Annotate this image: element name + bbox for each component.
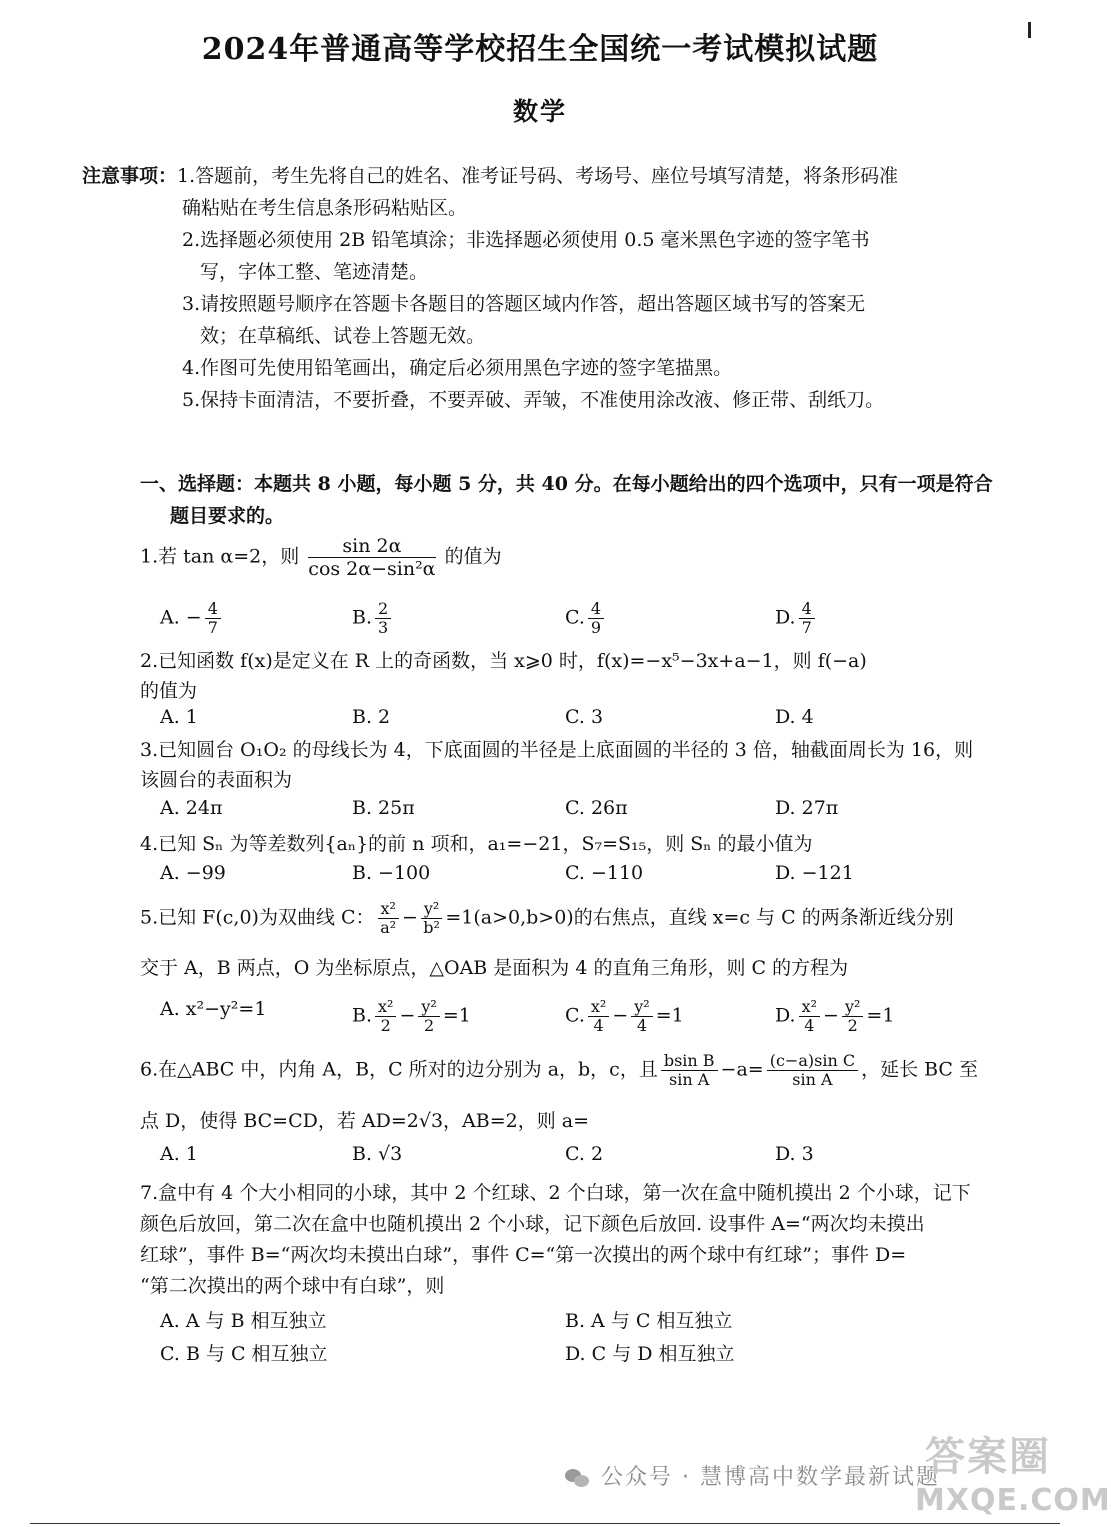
option-label: D. xyxy=(775,606,796,629)
question-5 xyxy=(140,900,1020,937)
q5-option-d: D. $\frac{\text{x²}}{4}$ − $\frac{\text{y²}}{2}$ =1 xyxy=(775,997,895,1035)
q5-option-c: C. $\frac{\text{x²}}{4}$ − $\frac{\text{y²}}{4}$ =1 xyxy=(565,997,684,1035)
option-den: 2 xyxy=(380,1016,391,1035)
fraction-num: y² xyxy=(421,900,442,919)
section-line-2: 题目要求的。 xyxy=(170,505,285,527)
q6-option-a: A. 1 xyxy=(160,1143,198,1165)
option-den: 4 xyxy=(636,1016,648,1035)
q5-fraction-2 xyxy=(421,900,442,937)
option-den: 7 xyxy=(207,618,218,637)
wechat-icon xyxy=(565,1467,591,1489)
q2-option-d: D. 4 xyxy=(775,706,814,728)
q2-line-1: 2.已知函数 f(x)是定义在 R 上的奇函数，当 x⩾0 时，f(x)=−x⁵−3x+a−1，则 f(−a) xyxy=(140,650,867,672)
q6-options xyxy=(160,1143,1020,1173)
option-num: 2 xyxy=(375,600,391,619)
option-fraction xyxy=(799,998,820,1035)
option-fraction xyxy=(842,998,863,1035)
option-num: y² xyxy=(418,998,439,1017)
question-7 xyxy=(140,1178,1020,1302)
q6-option-c: C. 2 xyxy=(565,1143,604,1165)
q4-option-a: A. −99 xyxy=(160,862,226,884)
notice-item-3-cont: 效；在草稿纸、试卷上答题无效。 xyxy=(200,325,486,347)
fraction-den: b² xyxy=(423,918,440,937)
option-eq: =1 xyxy=(655,1004,684,1027)
q4-option-d: D. −121 xyxy=(775,862,854,884)
option-fraction xyxy=(418,998,439,1035)
q6-mid: −a= xyxy=(720,1058,764,1081)
notice-text: 1.答题前，考生先将自己的姓名、准考证号码、考场号、座位号填写清楚，将条形码准 xyxy=(177,165,899,187)
option-fraction xyxy=(205,600,221,637)
option-fraction xyxy=(588,998,609,1035)
question-3 xyxy=(140,735,1020,795)
q1-option-d xyxy=(775,600,818,637)
option-label: B. xyxy=(352,606,373,629)
section-heading xyxy=(140,468,1020,532)
q6-option-d: D. 3 xyxy=(775,1143,814,1165)
stamp-site: MXQE.COM xyxy=(915,1483,1111,1518)
question-2 xyxy=(140,646,1020,706)
q7-option-a: A. A 与 B 相互独立 xyxy=(160,1310,327,1332)
site-stamp-logo xyxy=(915,1425,1111,1520)
option-num: 4 xyxy=(205,600,221,619)
corner-mark xyxy=(1028,22,1031,38)
q2-line-2: 的值为 xyxy=(140,680,198,702)
notice-item-5: 5.保持卡面清洁，不要折叠，不要弄破、弄皱，不准使用涂改液、修正带、刮纸刀。 xyxy=(182,389,885,411)
q3-option-c: C. 26π xyxy=(565,797,628,819)
q7-option-b: B. A 与 C 相互独立 xyxy=(565,1310,733,1332)
q3-line-1: 3.已知圆台 O₁O₂ 的母线长为 4，下底面圆的半径是上底面圆的半径的 3 倍，轴截面周长为 16，则 xyxy=(140,739,974,761)
option-num: x² xyxy=(799,998,820,1017)
q5-options xyxy=(160,997,1020,1035)
option-label: B. xyxy=(352,1004,373,1027)
q5-fraction-1 xyxy=(378,900,399,937)
q5-option-a: A. x²−y²=1 xyxy=(160,998,267,1020)
question-6-line-2: 点 D，使得 BC=CD，若 AD=2√3，AB=2，则 a= xyxy=(140,1110,590,1132)
notice-label: 注意事项： xyxy=(82,165,178,187)
q1-fraction xyxy=(308,535,435,580)
q7-option-d: D. C 与 D 相互独立 xyxy=(565,1343,735,1365)
option-num: x² xyxy=(588,998,609,1017)
q7-options-row-2 xyxy=(160,1339,1020,1369)
q2-option-a: A. 1 xyxy=(160,706,198,728)
q3-option-a: A. 24π xyxy=(160,797,223,819)
watermark-text: 公众号 · 慧博高中数学最新试题 xyxy=(601,1465,940,1490)
notice-item-3: 3.请按照题号顺序在答题卡各题目的答题区域内作答，超出答题区域书写的答案无 xyxy=(182,293,866,315)
option-num: x² xyxy=(375,998,396,1017)
q2-option-c: C. 3 xyxy=(565,706,604,728)
q4-option-b: B. −100 xyxy=(352,862,431,884)
q1-option-a xyxy=(160,600,224,637)
q7-line-1: 7.盒中有 4 个大小相同的小球，其中 2 个红球、2 个白球，第一次在盒中随机摸出 2 个小球，记下 xyxy=(140,1182,971,1204)
q1-options xyxy=(160,599,1020,637)
q4-options xyxy=(160,862,1020,892)
notice-item-2: 2.选择题必须使用 2B 铅笔填涂；非选择题必须使用 0.5 毫米黑色字迹的签字笔书 xyxy=(182,229,870,251)
subject-title: 数学 xyxy=(512,97,567,126)
option-num: 4 xyxy=(799,600,815,619)
q6-fraction-2 xyxy=(767,1052,858,1089)
q3-options xyxy=(160,797,1020,827)
question-1 xyxy=(140,535,1020,580)
q4-line-1: 4.已知 Sₙ 为等差数列{aₙ}的前 n 项和，a₁=−21，S₇=S₁₅，则 Sₙ 的最小值为 xyxy=(140,833,813,855)
notices xyxy=(82,160,1002,416)
option-fraction xyxy=(375,600,391,637)
q1-option-b xyxy=(352,600,394,637)
q1-post: 的值为 xyxy=(444,545,502,568)
footer-rule xyxy=(30,1523,1060,1524)
option-num: 4 xyxy=(588,600,604,619)
q7-options-row-1 xyxy=(160,1306,1020,1336)
q7-option-c: C. B 与 C 相互独立 xyxy=(160,1343,328,1365)
fraction-den: a² xyxy=(380,918,397,937)
option-den: 4 xyxy=(804,1016,815,1035)
question-5-line-2: 交于 A，B 两点，O 为坐标原点，△OAB 是面积为 4 的直角三角形，则 C 的方程为 xyxy=(140,957,849,979)
option-den: 9 xyxy=(590,618,602,637)
section-line-1: 一、选择题：本题共 8 小题，每小题 5 分，共 40 分。在每小题给出的四个选项中，只有一项是符合 xyxy=(140,473,993,495)
q7-line-2: 颜色后放回，第二次在盒中也随机摸出 2 个小球，记下颜色后放回. 设事件 A=“两次均未摸出 xyxy=(140,1213,925,1235)
footer-watermark xyxy=(565,1460,940,1491)
q5-post: =1(a>0,b>0)的右焦点，直线 x=c 与 C 的两条渐近线分别 xyxy=(445,906,954,929)
option-label: A. − xyxy=(160,606,202,629)
stamp-text: 答案圈 xyxy=(925,1434,1051,1480)
fraction-num: (c−a)sin C xyxy=(767,1052,858,1071)
question-6 xyxy=(140,1052,1020,1089)
q1-fraction-den: cos 2α−sin²α xyxy=(308,558,436,580)
page-title: 2024年普通高等学校招生全国统一考试模拟试题 xyxy=(201,32,879,67)
option-den: 7 xyxy=(801,618,812,637)
fraction-num: bsin B xyxy=(661,1052,718,1071)
option-label: C. xyxy=(565,606,585,629)
q7-line-3: 红球”，事件 B=“两次均未摸出白球”，事件 C=“第一次摸出的两个球中有红球”；事件 D= xyxy=(140,1244,907,1266)
q6-pre: 6.在△ABC 中，内角 A，B，C 所对的边分别为 a，b，c，且 xyxy=(140,1058,658,1081)
option-num: y² xyxy=(842,998,863,1017)
option-eq: =1 xyxy=(442,1004,471,1027)
option-fraction xyxy=(631,998,652,1035)
q7-line-4: “第二次摸出的两个球中有白球”，则 xyxy=(140,1275,445,1297)
q3-line-2: 该圆台的表面积为 xyxy=(140,769,293,791)
q5-minus: − xyxy=(401,906,418,929)
fraction-num: x² xyxy=(378,900,399,919)
q6-fraction-1 xyxy=(661,1052,718,1089)
fraction-den: sin A xyxy=(669,1070,710,1089)
option-label: C. xyxy=(565,1004,585,1027)
option-fraction xyxy=(799,600,815,637)
option-fraction xyxy=(588,600,604,637)
q2-options xyxy=(160,706,1020,736)
notice-item-2-cont: 写，字体工整、笔迹清楚。 xyxy=(200,261,429,283)
option-den: 3 xyxy=(378,618,389,637)
option-den: 2 xyxy=(847,1016,858,1035)
q1-fraction-num: sin 2α xyxy=(308,535,435,558)
q4-option-c: C. −110 xyxy=(565,862,644,884)
q6-post: ，延长 BC 至 xyxy=(861,1058,979,1081)
notice-item-1 xyxy=(82,160,1002,192)
option-den: 4 xyxy=(593,1016,604,1035)
q1-option-c xyxy=(565,600,607,637)
option-num: y² xyxy=(631,998,652,1017)
q5-pre: 5.已知 F(c,0)为双曲线 C： xyxy=(140,906,375,929)
notice-item-1-cont: 确粘贴在考生信息条形码粘贴区。 xyxy=(182,197,468,219)
notice-item-4: 4.作图可先使用铅笔画出，确定后必须用黑色字迹的签字笔描黑。 xyxy=(182,357,733,379)
fraction-den: sin A xyxy=(792,1070,833,1089)
q6-option-b: B. √3 xyxy=(352,1143,403,1165)
q5-option-b: B. $\frac{\text{x²}}{2}$ − $\frac{\text{y²}}{2}$ =1 xyxy=(352,997,471,1035)
q3-option-b: B. 25π xyxy=(352,797,415,819)
q3-option-d: D. 27π xyxy=(775,797,839,819)
q1-pre: 1.若 tan α=2，则 xyxy=(140,545,300,568)
q2-option-b: B. 2 xyxy=(352,706,391,728)
question-4 xyxy=(140,829,1020,859)
option-fraction xyxy=(375,998,396,1035)
option-label: D. xyxy=(775,1004,796,1027)
option-eq: =1 xyxy=(866,1004,895,1027)
option-den: 2 xyxy=(424,1016,435,1035)
